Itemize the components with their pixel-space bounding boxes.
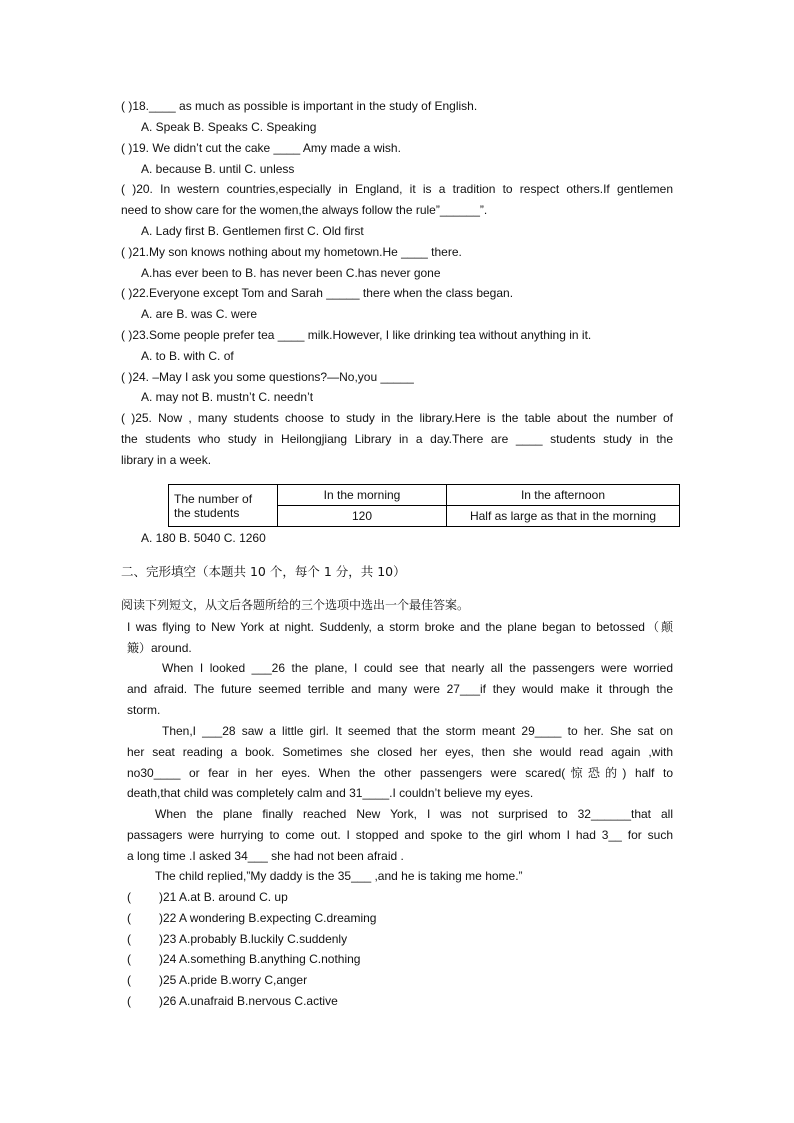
question-19: ( )19. We didn’t cut the cake ____ Amy made a wish. <box>121 141 401 155</box>
table-cell-morning: 120 <box>278 506 447 527</box>
question-21-options: A.has ever been to B. has never been C.has never gone <box>141 266 441 280</box>
passage-line-4: and afraid. The future seemed terrible and many were 27___if they would make it through the <box>127 682 673 696</box>
cloze-options-22: )22 A wondering B.expecting C.dreaming <box>159 911 377 925</box>
passage-line-13: The child replied,”My daddy is the 35___ ,and he is taking me home.” <box>155 869 523 883</box>
cloze-options-21: )21 A.at B. around C. up <box>159 890 288 904</box>
cloze-paren-24: ( <box>127 952 131 966</box>
question-22: ( )22.Everyone except Tom and Sarah _____ there when the class began. <box>121 286 514 300</box>
cloze-options-25: )25 A.pride B.worry C,anger <box>159 973 308 987</box>
passage-line-11: passagers were hurrying to come out. I stopped and spoke to the girl whom I had 3__ for such <box>127 828 673 842</box>
question-25-line-3: library in a week. <box>121 453 212 467</box>
cloze-paren-25: ( <box>127 973 131 987</box>
cloze-paren-23: ( <box>127 932 131 946</box>
passage-line-12: a long time .I asked 34___ she had not been afraid . <box>127 849 404 863</box>
question-25-options: A. 180 B. 5040 C. 1260 <box>141 531 266 545</box>
question-24: ( )24. –May I ask you some questions?—No,you _____ <box>121 370 414 384</box>
cloze-paren-21: ( <box>127 890 131 904</box>
cloze-paren-22: ( <box>127 911 131 925</box>
passage-line-10: When the plane finally reached New York, I was not surprised to 32______that all <box>155 807 673 821</box>
cloze-options-24: )24 A.something B.anything C.nothing <box>159 952 361 966</box>
cloze-options-23: )23 A.probably B.luckily C.suddenly <box>159 932 348 946</box>
question-18: ( )18.____ as much as possible is important in the study of English. <box>121 99 478 113</box>
passage-line-2: 簸）around. <box>127 641 192 655</box>
question-25-line-1: ( )25. Now , many students choose to study in the library.Here is the table about the number of <box>121 411 673 425</box>
students-table <box>168 484 680 527</box>
question-20-line-2: need to show care for the women,the always follow the rule”______”. <box>121 203 488 217</box>
table-row-header-line-1: The number of <box>174 491 253 506</box>
passage-line-5: storm. <box>127 703 161 717</box>
question-22-options: A. are B. was C. were <box>141 307 258 321</box>
question-23: ( )23.Some people prefer tea ____ milk.However, I like drinking tea without anything in it. <box>121 328 592 342</box>
question-21: ( )21.My son knows nothing about my hometown.He ____ there. <box>121 245 462 259</box>
section-2-instruction: 阅读下列短文，从文后各题所给的三个选项中选出一个最佳答案。 <box>121 598 470 612</box>
passage-line-1: I was flying to New York at night. Suddenly, a storm broke and the plane began to betossed（颠 <box>127 620 673 634</box>
section-2-heading: 二、完形填空（本题共 10 个，每个 1 分，共 10） <box>121 564 406 579</box>
question-25-line-2: the students who study in Heilongjiang Library in a day.There are ____ students study in the <box>121 432 673 446</box>
table-header-morning: In the morning <box>278 485 447 506</box>
passage-line-9: death,that child was completely calm and 31____.I couldn’t believe my eyes. <box>127 786 534 800</box>
question-24-options: A. may not B. mustn’t C. needn’t <box>141 390 314 404</box>
passage-line-7: her seat reading a book. Sometimes she closed her eyes, then she would read again ,with <box>127 745 673 759</box>
cloze-options-26: )26 A.unafraid B.nervous C.active <box>159 994 338 1008</box>
cloze-paren-26: ( <box>127 994 131 1008</box>
table-row-header-line-2: the students <box>174 505 240 520</box>
question-20-line-1: ( )20. In western countries,especially in England, it is a tradition to respect others.If gentlemen <box>121 182 673 196</box>
question-19-options: A. because B. until C. unless <box>141 162 295 176</box>
question-20-options: A. Lady first B. Gentlemen first C. Old first <box>141 224 364 238</box>
table-cell-afternoon: Half as large as that in the morning <box>447 506 680 527</box>
table-row-header <box>169 485 278 527</box>
question-18-options: A. Speak B. Speaks C. Speaking <box>141 120 317 134</box>
table-header-afternoon: In the afternoon <box>447 485 680 506</box>
passage-line-3: When I looked ___26 the plane, I could see that nearly all the passengers were worried <box>162 661 673 675</box>
passage-line-6: Then,I ___28 saw a little girl. It seemed that the storm meant 29____ to her. She sat on <box>162 724 673 738</box>
passage-line-8: no30____ or fear in her eyes. When the other passengers were scared(惊恐的) half to <box>127 766 673 780</box>
question-23-options: A. to B. with C. of <box>141 349 234 363</box>
